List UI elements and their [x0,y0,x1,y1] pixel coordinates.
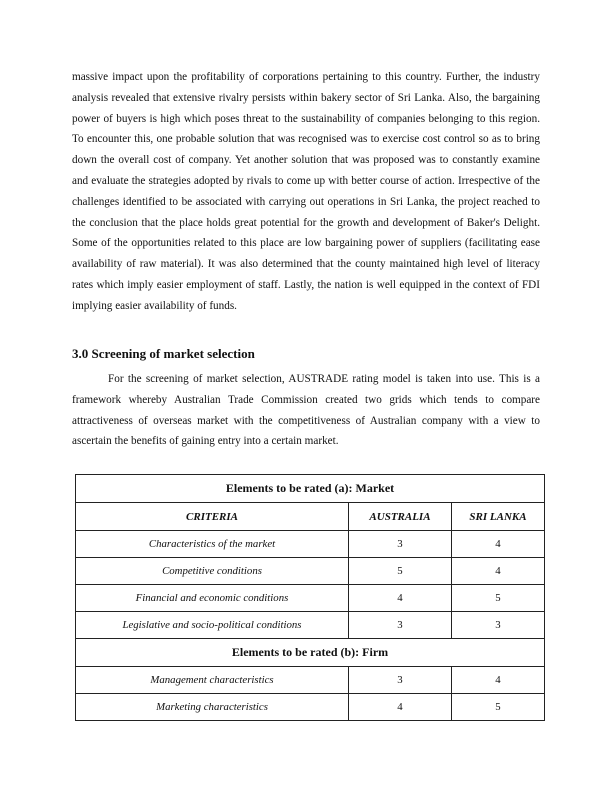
table-row [76,585,545,612]
australia-score: 4 [349,694,452,721]
sri-lanka-score: 4 [452,558,545,585]
group-a-title: Elements to be rated (a): Market [76,475,545,503]
austrade-rating-table [75,474,545,721]
table-row [76,558,545,585]
criteria-cell: Management characteristics [76,667,349,694]
australia-score: 5 [349,558,452,585]
sri-lanka-score: 5 [452,585,545,612]
paragraph-austrade-intro: For the screening of market selection, AUSTRADE rating model is taken into use. This is a framework whereby Australian Trade Commission created two grids which tends to compare attractiveness of overseas market with the competitiveness of Australian company with a view to ascertain the benefits of gaining entry into a certain market. [72,373,540,448]
paragraph-conclusion: massive impact upon the profitability of corporations pertaining to this country. Further, the industry analysis revealed that extensive rivalry persists within bakery sector of Sri Lanka. Also, the bargaining power of buyers is high which poses threat to the sustainability of companies belonging to this region. To encounter this, one probable solution that was recognised was to exercise cost control so as to bring down the overall cost of company. Yet another solution that was proposed was to constantly examine and evaluate the strategies adopted by rivals to come up with better course of action. Irrespective of the challenges identified to be associated with carrying out operations in Sri Lanka, the project reached to the conclusion that the place holds great potential for the growth and development of Baker's Delight. Some of the opportunities related to this place are low bargaining power of suppliers (facilitating ease availability of raw material). It was also determined that the county maintained high level of literacy rates which imply easier employment of staff. Lastly, the nation is well equipped in the context of FDI implying easier availability of funds. [72,71,540,312]
australia-score: 4 [349,585,452,612]
sri-lanka-score: 5 [452,694,545,721]
sri-lanka-score: 4 [452,531,545,558]
column-header-australia: AUSTRALIA [349,503,452,531]
column-header-sri-lanka: SRI LANKA [452,503,545,531]
table-row [76,694,545,721]
sri-lanka-score: 4 [452,667,545,694]
table-row [76,612,545,639]
australia-score: 3 [349,667,452,694]
table-row [76,531,545,558]
section-heading: 3.0 Screening of market selection [72,346,255,361]
sri-lanka-score: 3 [452,612,545,639]
criteria-cell: Marketing characteristics [76,694,349,721]
criteria-cell: Competitive conditions [76,558,349,585]
australia-score: 3 [349,531,452,558]
table-row [76,667,545,694]
criteria-cell: Characteristics of the market [76,531,349,558]
group-b-title: Elements to be rated (b): Firm [76,639,545,667]
column-header-criteria: CRITERIA [76,503,349,531]
criteria-cell: Legislative and socio-political conditions [76,612,349,639]
criteria-cell: Financial and economic conditions [76,585,349,612]
australia-score: 3 [349,612,452,639]
